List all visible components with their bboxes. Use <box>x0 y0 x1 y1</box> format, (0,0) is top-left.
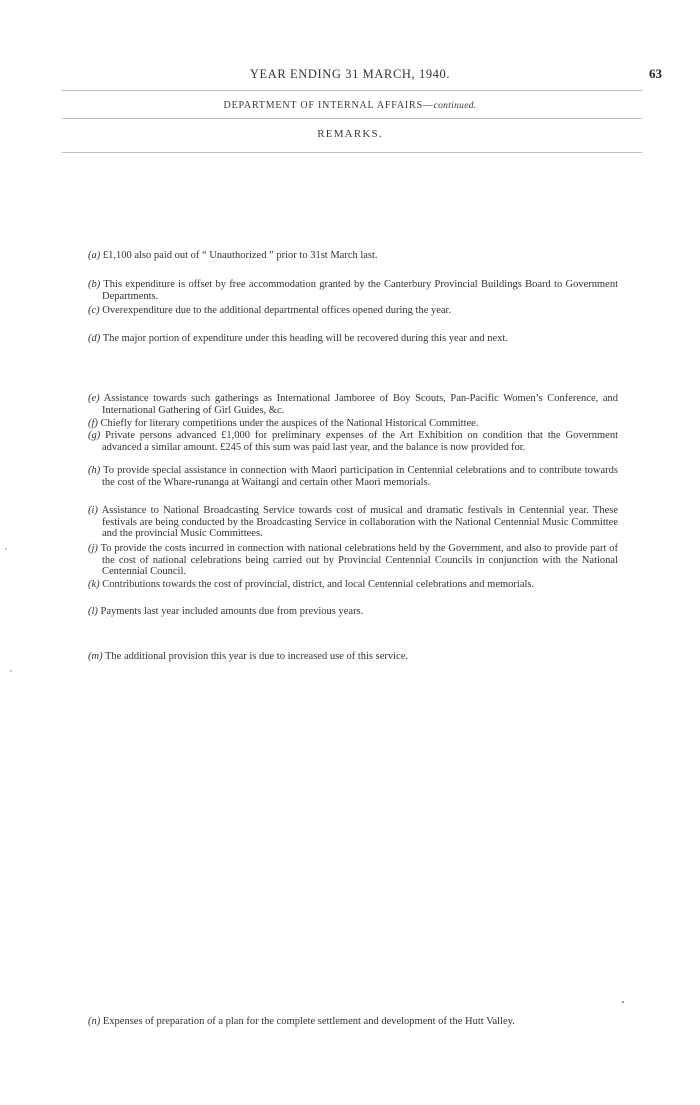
remark-letter: (m) <box>88 651 103 662</box>
remark-letter: (n) <box>88 1016 101 1027</box>
remark-b <box>88 279 618 302</box>
remark-letter: (l) <box>88 606 98 617</box>
remark-text: This expenditure is offset by free accommodation granted by the Canterbury Provincial Buildings Board to Government Departments. <box>102 279 618 302</box>
remark-g <box>88 430 618 453</box>
remark-text: Overexpenditure due to the additional departmental offices opened during the year. <box>102 305 452 316</box>
remark-letter: (c) <box>88 305 100 316</box>
remark-text: £1,100 also paid out of “ Unauthorized ” prior to 31st March last. <box>102 250 378 261</box>
remark-letter: (i) <box>88 505 98 516</box>
remark-letter: (a) <box>88 250 101 261</box>
scan-speck <box>10 670 12 672</box>
remark-l <box>88 606 618 618</box>
remark-text: To provide the costs incurred in connection with national celebrations held by the Government, and also to provide part of the cost of national celebrations being carried out by Provincial Centennial Councils in conjunction with the National Centennial Council. <box>100 543 618 578</box>
remark-letter: (f) <box>88 418 98 429</box>
remark-text: The additional provision this year is due to increased use of this service. <box>105 651 408 662</box>
remark-text: Assistance towards such gatherings as International Jamboree of Boy Scouts, Pan-Pacific Women’s Conference, and International Gathering of Girl Guides, &c. <box>102 393 618 416</box>
remark-j <box>88 543 618 578</box>
remark-a <box>88 250 618 262</box>
remark-letter: (d) <box>88 333 101 344</box>
remark-e <box>88 393 618 416</box>
remark-text: Private persons advanced £1,000 for preliminary expenses of the Art Exhibition on condition that the Government advanced a similar amount. £245 of this sum was paid last year, and the balance is now provided for. <box>102 430 618 453</box>
remark-letter: (e) <box>88 393 100 404</box>
section-heading: REMARKS. <box>317 128 383 140</box>
department-heading <box>0 100 700 111</box>
remark-letter: (h) <box>88 465 101 476</box>
remark-text: The major portion of expenditure under this heading will be recovered during this year and next. <box>102 333 508 344</box>
remark-text: Chiefly for literary competitions under the auspices of the National Historical Committee. <box>100 418 479 429</box>
page-number: 63 <box>649 66 662 81</box>
scan-speck <box>622 1001 624 1003</box>
remark-text: Payments last year included amounts due from previous years. <box>100 606 364 617</box>
remark-f <box>88 418 618 430</box>
remark-letter: (g) <box>88 430 101 441</box>
remark-i <box>88 505 618 540</box>
remark-h <box>88 465 618 488</box>
remark-d <box>88 333 618 345</box>
remark-letter: (k) <box>88 579 100 590</box>
remark-letter: (b) <box>88 279 101 290</box>
remark-text: Assistance to National Broadcasting Service towards cost of musical and dramatic festivals in Centennial year. These festivals are being conducted by the Broadcasting Service in collaboration with the National Centennial Music Committee and the provincial Music Committees. <box>101 505 618 540</box>
page-header-title: YEAR ENDING 31 MARCH, 1940. <box>249 67 451 81</box>
remark-letter: (j) <box>88 543 98 554</box>
remark-m <box>88 651 618 663</box>
scan-speck <box>5 548 7 550</box>
remark-c <box>88 305 618 317</box>
remark-text: Contributions towards the cost of provincial, district, and local Centennial celebrations and memorials. <box>102 579 535 590</box>
remark-text: To provide special assistance in connection with Maori participation in Centennial celebrations and to contribute towards the cost of the Whare-runanga at Waitangi and certain other Maori memorials. <box>102 465 618 488</box>
section-rule <box>62 152 642 153</box>
remark-n <box>88 1016 628 1028</box>
department-name: DEPARTMENT OF INTERNAL AFFAIRS— <box>223 100 434 111</box>
department-continued: continued. <box>433 101 477 111</box>
remark-text: Expenses of preparation of a plan for the complete settlement and development of the Hutt Valley. <box>102 1016 515 1027</box>
department-rule <box>62 118 642 119</box>
remark-k <box>88 579 618 591</box>
header-rule <box>62 90 642 91</box>
